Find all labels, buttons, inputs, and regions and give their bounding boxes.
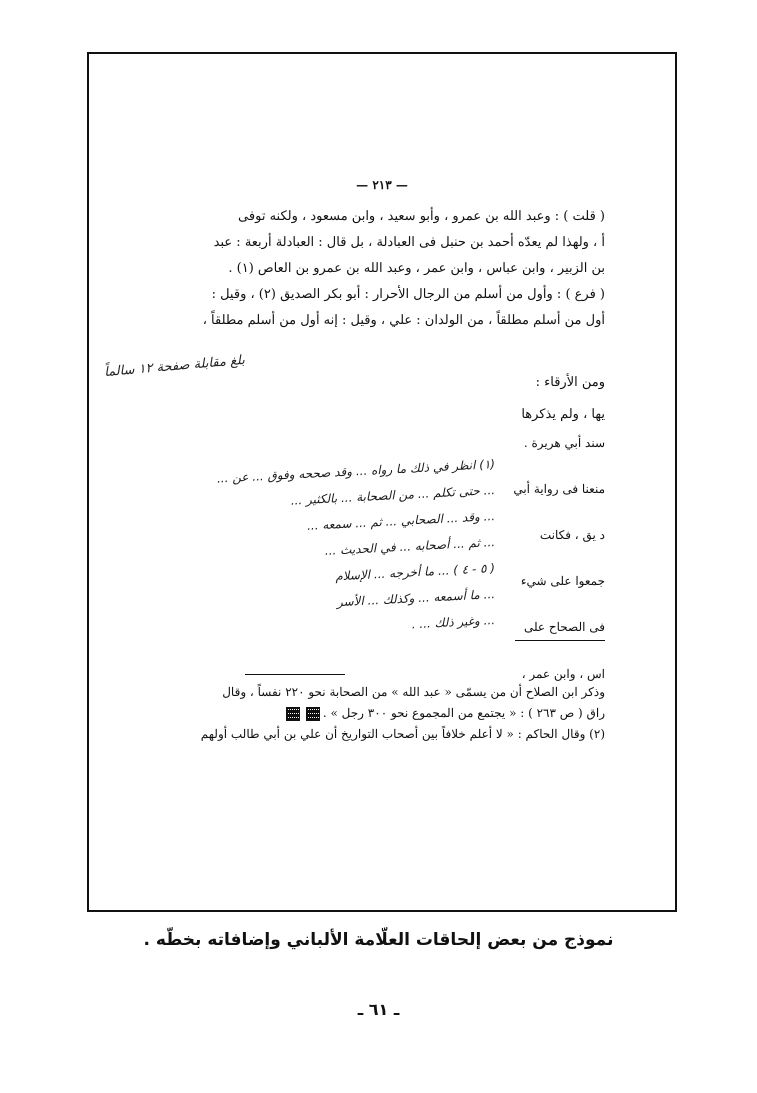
footnote-divider: [245, 674, 345, 675]
handwritten-margin-note: بلغ مقابلة صفحة ١٢ سالماً: [103, 352, 246, 381]
text-line: يها ، ولم يذكرها: [521, 407, 605, 422]
main-text-block: [202, 204, 605, 334]
footnote-text: راق ( ص ٢٦٣ ) : « يجتمع من المجموع نحو ٣٠٠ رجل » .: [322, 706, 605, 720]
handwritten-line: ... وغير ذلك ... .: [411, 613, 496, 632]
text-fragment: جمعوا على شيء: [520, 574, 605, 588]
text-fragment: منعنا فى رواية أبي: [513, 482, 605, 496]
handwritten-line: ... وقد ... الصحابي ... ثم ... سمعه ...: [306, 509, 496, 533]
text-fragment: د يق ، فكانت: [539, 528, 605, 542]
footnote-line: وذكر ابن الصلاح أن من يسمّى « عبد الله » من الصحابة نحو ٢٢٠ نفساً ، وقال: [222, 685, 605, 699]
text-line: ومن الأرقاء :: [535, 375, 605, 390]
text-fragment: سند أبي هريرة .: [523, 436, 605, 450]
text-line: أ ، ولهذا لم يعدّه أحمد بن حنبل فى العبادلة ، بل قال : العبادلة أربعة : عبد: [213, 235, 605, 250]
text-line: ( قلت ) : وعبد الله بن عمرو ، وأبو سعيد ، وابن مسعود ، ولكنه توفى: [238, 209, 605, 224]
page-number: ـ ٦١ ـ: [357, 1000, 400, 1019]
handwritten-line: ( ٥ - ٤ ) ... ما أخرجه ... الإسلام: [334, 561, 496, 584]
scanned-page-frame: [87, 52, 677, 912]
text-fragment: فى الصحاح على: [515, 618, 605, 641]
text-line: بن الزبير ، وابن عباس ، وابن عمر ، وعبد الله بن عمرو بن العاص (١) .: [228, 261, 605, 276]
partial-text-block: [495, 374, 605, 424]
handwritten-addition: [185, 454, 495, 636]
handwritten-line: ... ما أسمعه ... وكذلك ... الأسر: [336, 587, 496, 610]
handwritten-line: (١) انظر في ذلك ما رواه ... وقد صححه وفوق ... عن ...: [216, 457, 496, 486]
text-line: ( فرع ) : وأول من أسلم من الرجال الأحرار : أبو بكر الصديق (٢) ، وقيل :: [211, 287, 605, 302]
stamp-icon: [306, 707, 320, 721]
footnote-line: (٢) وقال الحاكم : « لا أعلم خلافاً بين أصحاب التواريخ أن علي بن أبي طالب أولهم: [200, 727, 605, 741]
figure-caption: نموذج من بعض إلحاقات العلّامة الألباني وإضافاته بخطّه .: [143, 930, 614, 950]
footnotes-block: [185, 682, 605, 745]
text-fragment: اس ، وابن عمر ،: [521, 667, 605, 681]
footnote-line: [185, 703, 605, 724]
scanned-page-number: — ٢١٣ —: [356, 178, 408, 192]
handwritten-line: ... ثم ... أصحابه ... في الحديث ...: [324, 535, 496, 558]
handwritten-line: ... حتى تكلم ... من الصحابة ... بالكثير ...: [290, 483, 496, 508]
cut-text-fragments: [515, 434, 605, 711]
stamp-icon: [286, 707, 300, 721]
text-line: أول من أسلم مطلقاً ، من الولدان : علي ، وقيل : إنه أول من أسلم مطلقاً ،: [202, 313, 605, 328]
